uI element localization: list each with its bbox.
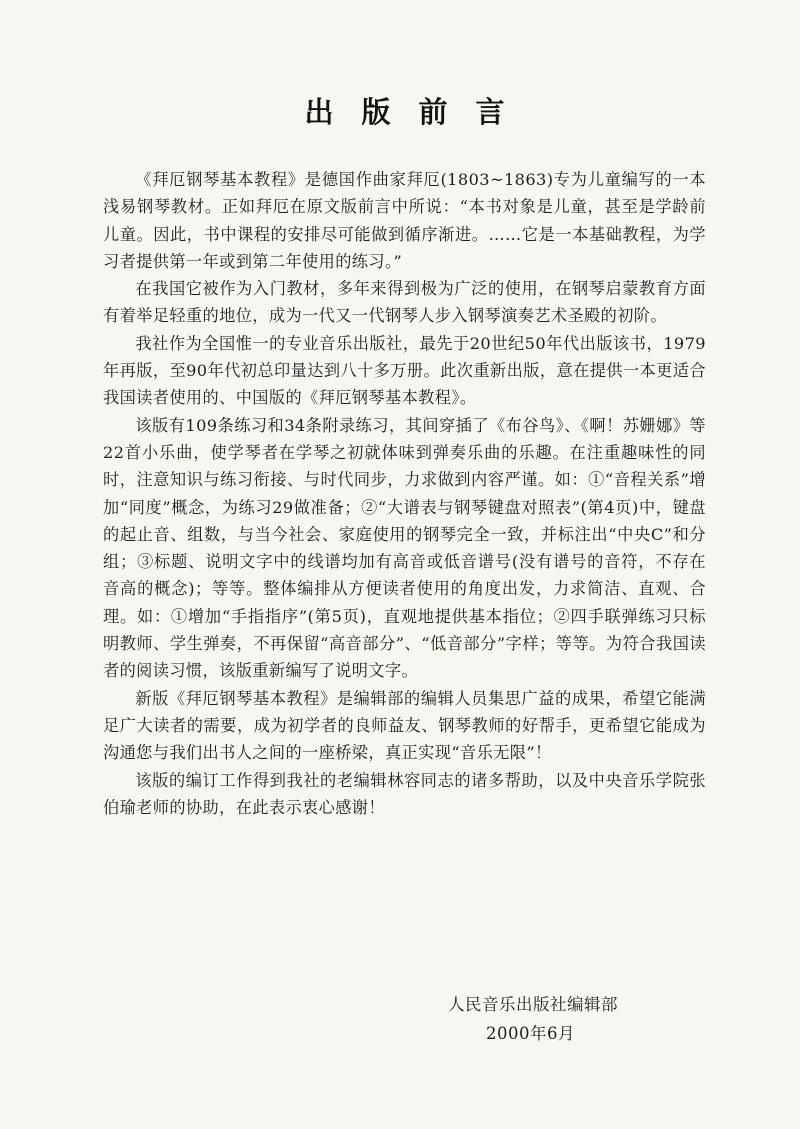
document-page [0,92,800,1129]
signature-date: 2000年6月 [486,1024,575,1043]
paragraph-acknowledgement: 该版的编订工作得到我社的老编辑林容同志的诸多帮助，以及中央音乐学院张伯瑜老师的协助，在此表示衷心感谢！ [103,770,706,817]
signature-block [448,990,668,1048]
publisher-signature: 人民音乐出版社编辑部 [448,995,618,1014]
paragraph-intro: 《拜厄钢琴基本教程》是德国作曲家拜厄(1803~1863)专为儿童编写的一本浅易钢琴教材。正如拜厄在原文版前言中所说：“本书对象是儿童，甚至是学龄前儿童。因此，书中课程的安排尽可能做到循序渐进。……它是一本基础教程，为学习者提供第一年或到第二年使用的练习。” [103,170,706,271]
paragraph-edition-content: 该版有109条练习和34条附录练习，其间穿插了《布谷鸟》、《啊！苏姗娜》等22首小乐曲，使学琴者在学琴之初就体味到弹奏乐曲的乐趣。在注重趣味性的同时，注意知识与练习衔接、与时代同步，力求做到内容严谨。如：①“音程关系”增加“同度”概念，为练习29做准备；②“大谱表与钢琴键盘对照表”(第4页)中，键盘的起止音、组数，与当今社会、家庭使用的钢琴完全一致，并标注出“中央C”和分组；③标题、说明文字中的线谱均加有高音或低音谱号(没有谱号的音符，不存在音高的概念)；等等。整体编排从方便读者使用的角度出发，力求简洁、直观、合理。如：①增加“手指指序”(第5页)，直观地提供基本指位；②四手联弹练习只标明教师、学生弹奏，不再保留“高音部分”、“低音部分”字样；等等。为符合我国读者的阅读习惯，该版重新编写了说明文字。 [103,415,706,681]
paragraph-hope: 新版《拜厄钢琴基本教程》是编辑部的编辑人员集思广益的成果，希望它能满足广大读者的需要，成为初学者的良师益友、钢琴教师的好帮手，更希望它能成为沟通您与我们出书人之间的一座桥梁，真正实现“音乐无限”！ [103,688,706,763]
paragraph-history: 我社作为全国惟一的专业音乐出版社，最先于20世纪50年代出版该书，1979年再版，至90年代初总印量达到八十多万册。此次重新出版，意在提供一本更适合我国读者使用的、中国版的《拜厄钢琴基本教程》。 [103,333,706,408]
page-title: 出版前言 [304,95,533,129]
preface-body [103,166,706,821]
paragraph-usage: 在我国它被作为入门教材，多年来得到极为广泛的使用，在钢琴启蒙教育方面有着举足轻重的地位，成为一代又一代钢琴人步入钢琴演奏艺术圣殿的初阶。 [103,279,706,326]
